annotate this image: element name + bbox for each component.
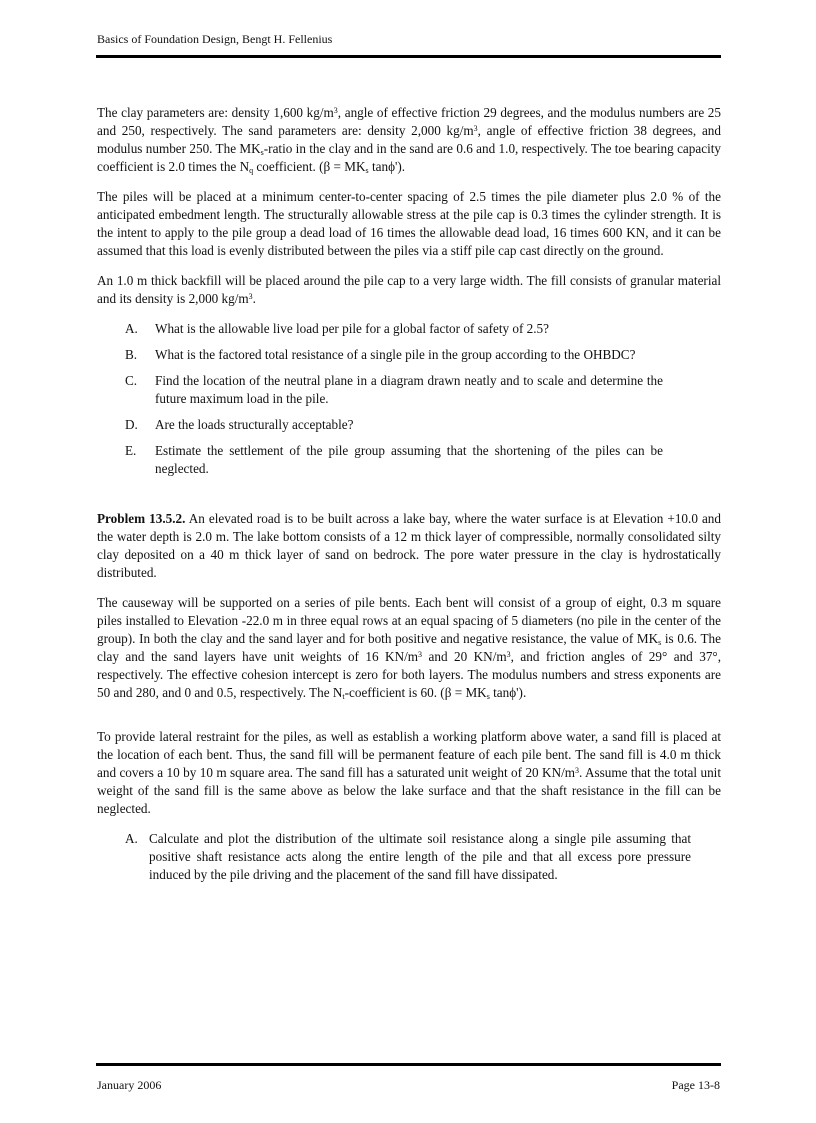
list-item: E. Estimate the settlement of the pile group assuming that the shortening of the piles can be neglected. <box>125 443 663 476</box>
list-item: A. Calculate and plot the distribution of the ultimate soil resistance along a single pile assuming that positive shaft resistance acts along the entire length of the pile and that all excess pore pressure induced by the pile driving and the placement of the sand fill have dissipated. <box>125 831 691 882</box>
paragraph-clay-parameters: The clay parameters are: density 1,600 $kg/m^3$, angle of effective friction 29 degrees, and the modulus numbers are 25 and 250, respectively. The sand parameters are: density 2,000 $kg/m^3$, angle of effective friction 38 degrees, and modulus number 250. The $MK_s$-ratio in the clay and in the sand are 0.6 and 1.0, respectively. The toe bearing capacity coefficient is 2.0 times the $N_q$ coefficient. ($\beta = MK_s$ tanϕ'). <box>97 105 722 175</box>
page-number: Page 13-8 <box>671 1078 720 1092</box>
question-list-2 <box>97 830 721 884</box>
list-item: A. What is the allowable live load per pile for a global factor of safety of 2.5? <box>125 321 550 336</box>
paragraph-sand-fill: To provide lateral restraint for the piles, as well as establish a working platform above water, a sand fill is placed at the location of each bent. Thus, the sand fill will be permanent feature of each pile bent. The sand fill is 4.0 m thick and covers a 10 by 10 m square area. The sand fill has a saturated unit weight of 20 $KN/m^3$. Assume that the total unit weight of the sand fill is the same above as below the lake surface and that the shaft resistance in the fill can be neglected. <box>97 729 721 816</box>
paragraph-backfill: An 1.0 m thick backfill will be placed around the pile cap to a very large width. The fill consists of granular material and its density is 2,000 $kg/m^3$. <box>97 273 721 306</box>
problem-title: Problem 13.5.2. <box>97 511 186 526</box>
footer-date: January 2006 <box>97 1078 162 1092</box>
footer-rule <box>96 1063 721 1066</box>
running-header: Basics of Foundation Design, Bengt H. Fellenius <box>97 32 333 46</box>
paragraph-problem-13-5-2: Problem 13.5.2. An elevated road is to be built across a lake bay, where the water surface is at Elevation +10.0 and the water depth is 2.0 m. The lake bottom consists of a 12 m thick layer of compressible, normally consolidated silty clay deposited on a 40 m thick layer of sand on bedrock. The pore water pressure in the clay is hydrostatically distributed. <box>97 511 721 580</box>
paragraph-pile-bents: The causeway will be supported on a series of pile bents. Each bent will consist of a group of eight, 0.3 m square piles installed to Elevation -22.0 m in three equal rows at an equal spacing of 5 diameters (no pile in the center of the group). In both the clay and the sand layer and for both positive and negative resistance, the value of $MK_s$ is 0.6. The clay and the sand layers have unit weights of 16 $KN/m^3$ and 20 $KN/m^3$, and friction angles of 29° and 37°, respectively. The effective cohesion intercept is zero for both layers. The modulus numbers and stress exponents are 50 and 280, and 0 and 0.5, respectively. The $N_t$-coefficient is 60. ($\beta = MK_s$ tanϕ'). <box>97 595 721 701</box>
list-item: B. What is the factored total resistance of a single pile in the group according to the OHBDC? <box>125 347 636 362</box>
page-body <box>97 104 721 884</box>
list-item: D. Are the loads structurally acceptable? <box>125 417 354 432</box>
question-list-1 <box>97 320 721 478</box>
list-item: C. Find the location of the neutral plane in a diagram drawn neatly and to scale and determine the future maximum load in the pile. <box>125 373 663 406</box>
header-rule <box>96 55 721 58</box>
paragraph-pile-spacing: The piles will be placed at a minimum center-to-center spacing of 2.5 times the pile diameter plus 2.0 % of the anticipated embedment length. The structurally allowable stress at the pile cap is 0.3 times the cylinder strength. It is the intent to apply to the pile group a dead load of 16 times the allowable dead load, 16 times 600 KN, and it can be assumed that this load is evenly distributed between the piles via a stiff pile cap cast directly on the ground. <box>97 189 721 258</box>
